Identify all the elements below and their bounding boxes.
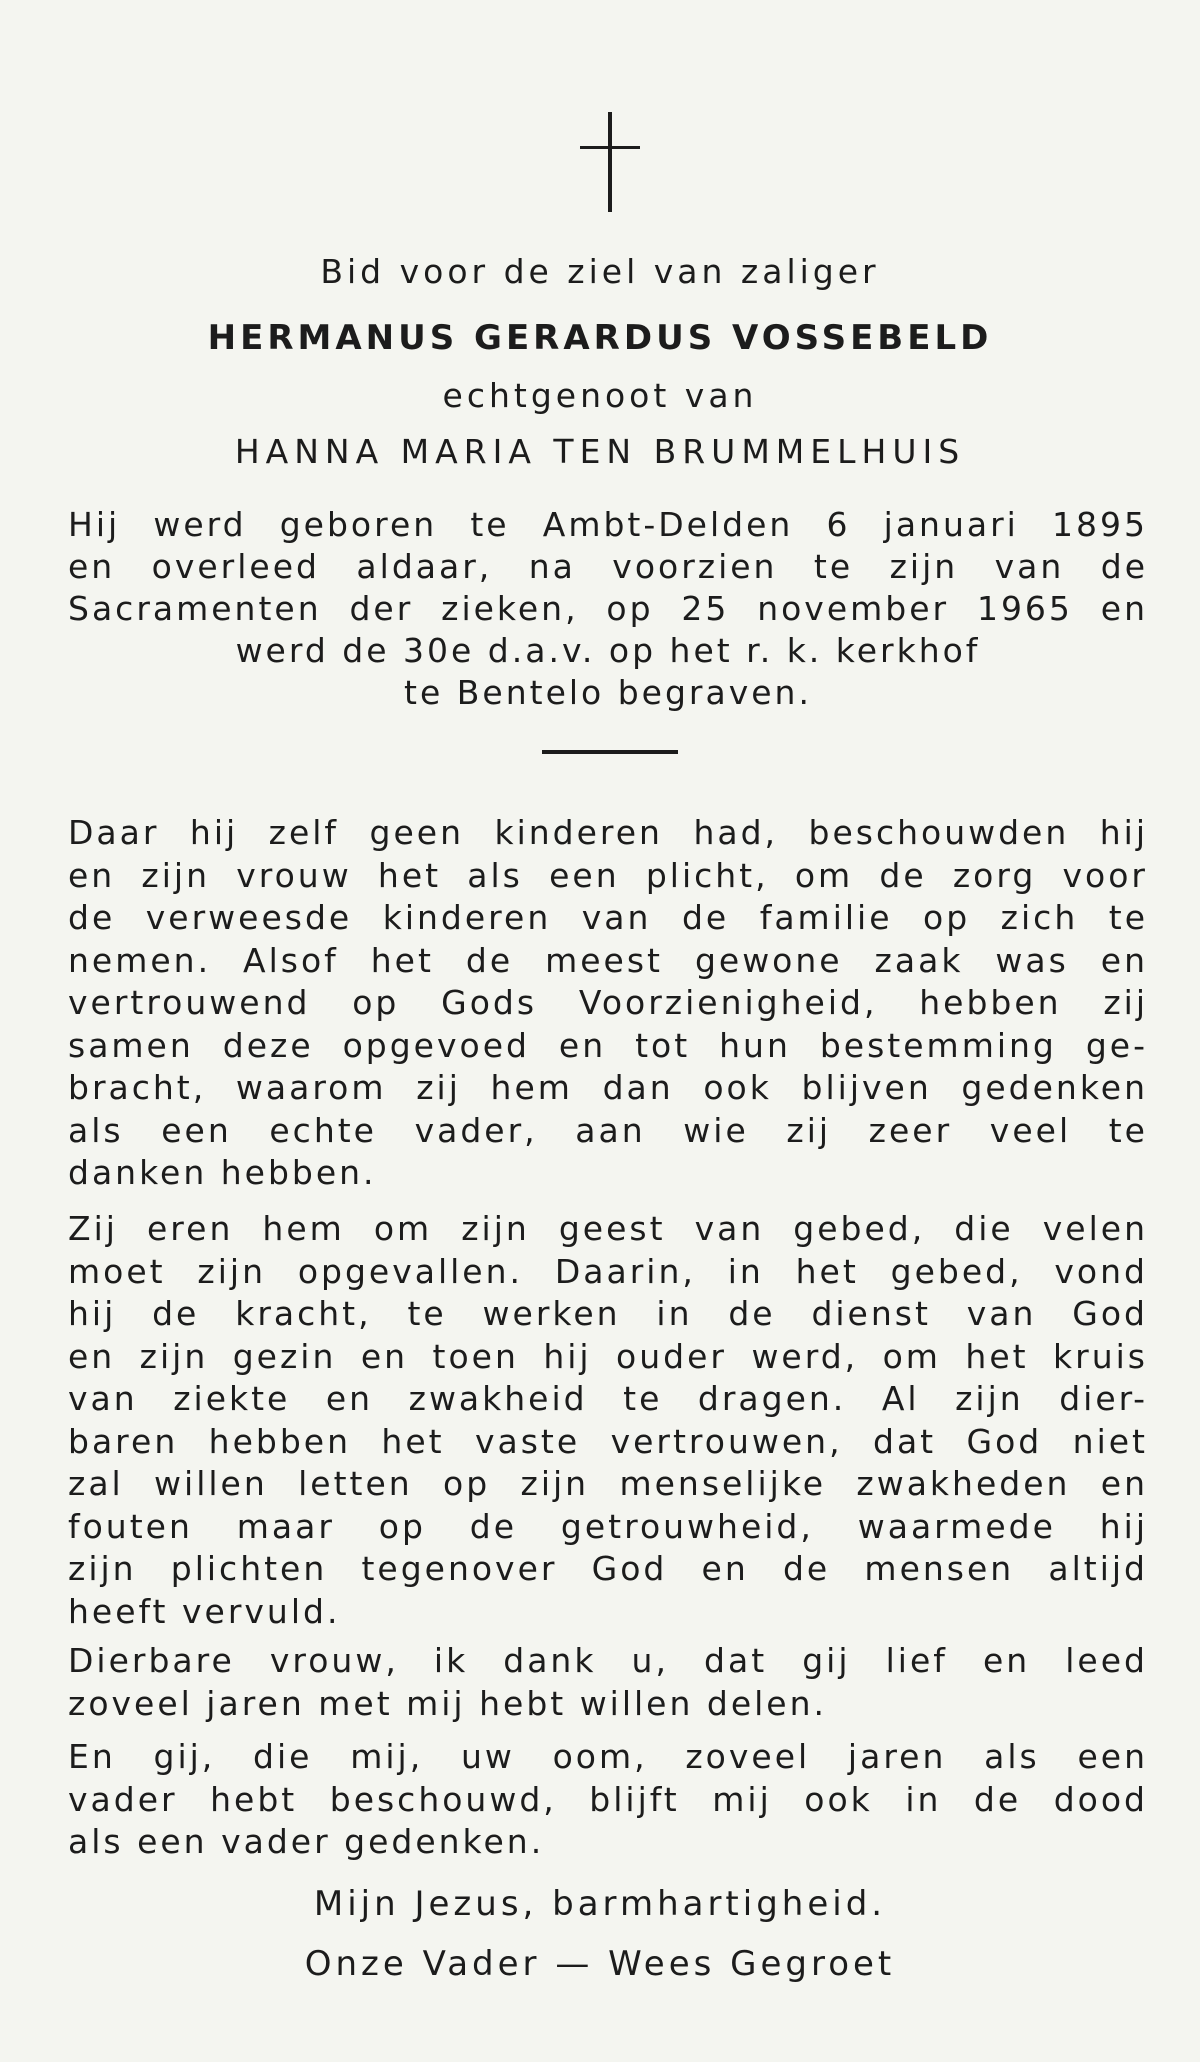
text-line: werd de 30e d.a.v. op het r. k. kerkhof <box>235 631 981 670</box>
text-line: vertrouwend op Gods Voorzienigheid, hebben zij <box>68 983 1148 1022</box>
spouse-label: echtgenoot van <box>442 376 758 415</box>
text-line: Dierbare vrouw, ik dank u, dat gij lief en leed <box>68 1641 1148 1680</box>
text-line: heeft vervuld. <box>68 1591 341 1631</box>
cross-icon <box>580 112 640 212</box>
text-line: samen deze opgevoed en tot hun bestemming ge- <box>68 1025 1148 1065</box>
text-line: Zij eren hem om zijn geest van gebed, die velen <box>68 1209 1148 1248</box>
paragraph-family <box>68 1736 1148 1864</box>
text-line: Daar hij zelf geen kinderen had, beschouwden hij <box>68 813 1148 852</box>
text-line: fouten maar op de getrouwheid, waarmede hij <box>68 1506 1148 1546</box>
text-line: hij de kracht, te werken in de dienst van God <box>68 1294 1148 1333</box>
text-line: Sacramenten der zieken, op 25 november 1965 en <box>68 589 1148 628</box>
text-line: nemen. Alsof het de meest gewone zaak was en <box>68 940 1148 980</box>
paragraph-wife <box>68 1640 1148 1725</box>
text-line: moet zijn opgevallen. Daarin, in het gebed, vond <box>68 1251 1148 1291</box>
text-line: en overleed aldaar, na voorzien te zijn van de <box>68 547 1148 586</box>
paragraph-prayer <box>68 1208 1148 1633</box>
deceased-name: HERMANUS GERARDUS VOSSEBELD <box>207 318 993 358</box>
intro-line: Bid voor de ziel van zaliger <box>320 252 880 291</box>
text-line: vader hebt beschouwd, blijft mij ook in de dood <box>68 1779 1148 1819</box>
text-line: zoveel jaren met mij hebt willen delen. <box>68 1683 828 1723</box>
text-line: Hij werd geboren te Ambt-Delden 6 januari 1895 <box>68 505 1148 544</box>
closing-prayers-list: Onze Vader — Wees Gegroet <box>304 1944 896 1984</box>
text-line: bracht, waarom zij hem dan ook blijven gedenken <box>68 1068 1148 1107</box>
text-line: danken hebben. <box>68 1153 377 1192</box>
spouse-name: HANNA MARIA TEN BRUMMELHUIS <box>234 432 966 471</box>
text-line: als een echte vader, aan wie zij zeer veel te <box>68 1110 1148 1150</box>
text-line: baren hebben het vaste vertrouwen, dat God niet <box>68 1421 1148 1461</box>
text-line: en zijn vrouw het als een plicht, om de zorg voor <box>68 855 1148 895</box>
divider <box>542 750 678 754</box>
text-line: zal willen letten op zijn menselijke zwakheden en <box>68 1464 1148 1503</box>
text-line: de verweesde kinderen van de familie op zich te <box>68 898 1148 937</box>
text-line: zijn plichten tegenover God en de mensen altijd <box>68 1549 1148 1588</box>
text-line: En gij, die mij, uw oom, zoveel jaren als een <box>68 1737 1148 1776</box>
text-line: en zijn gezin en toen hij ouder werd, om het kruis <box>68 1336 1148 1376</box>
text-line: van ziekte en zwakheid te dragen. Al zijn dier- <box>68 1379 1148 1418</box>
birth-death-details <box>68 504 1148 714</box>
paragraph-children <box>68 812 1148 1195</box>
closing-prayer: Mijn Jezus, barmhartigheid. <box>313 1884 887 1924</box>
text-line: als een vader gedenken. <box>68 1822 545 1861</box>
text-line: te Bentelo begraven. <box>404 673 812 712</box>
